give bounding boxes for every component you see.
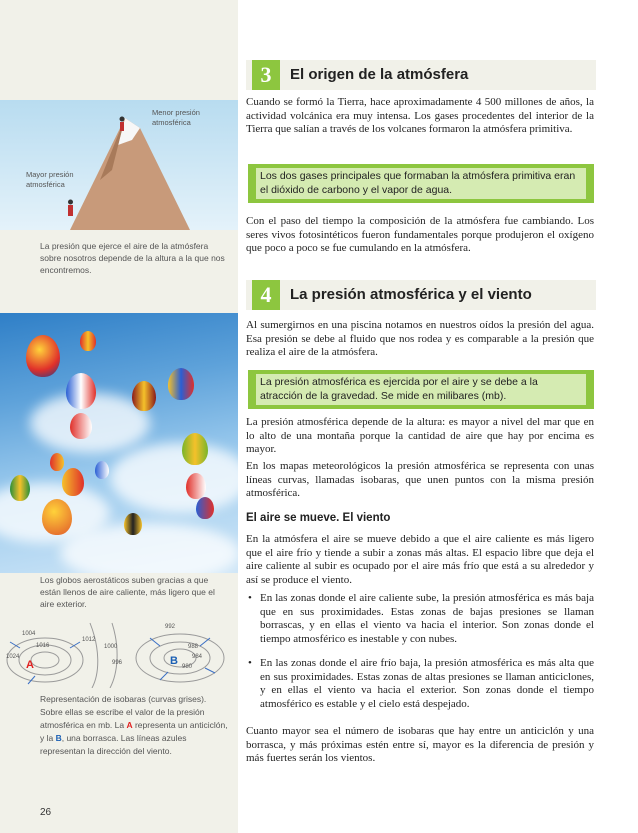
map-caption: Representación de isobaras (curvas grises). Sobre ellas se escribe el valor de la presión atmosférica en mb. La A representa un anticiclón, y la B, una borrasca. Las líneas azules representan la dirección del viento. [40,694,228,756]
mountain-caption: La presión que ejerce el aire de la atmósfera sobre nosotros depende de la altura a la que nos encontremos. [40,241,225,275]
section-4-header [246,280,596,310]
cyclone-letter: B [170,655,178,667]
s4-subheading: El aire se mueve. El viento [246,512,391,524]
low-pressure-label: Menor presión atmosférica [152,108,200,127]
isobar-label: 1016 [36,643,50,649]
s4-paragraph-5: Cuanto mayor sea el número de isobaras que hay entre un anticiclón y una borrasca, y más próximas estén entre sí, mayor es la diferencia de presión y más fuertes serán los vientos. [246,725,594,764]
isobar-label: 988 [188,644,199,650]
balloons-caption: Los globos aerostáticos suben gracias a que están llenos de aire caliente, más ligero que el aire exterior. [40,575,215,609]
isobar-label: 1000 [104,644,118,650]
s4-highlight-box: La presión atmosférica es ejercida por el aire y se debe a la atracción de la gravedad. Se mide en milibares (mb). [248,370,594,409]
isobar-label: 1004 [22,631,36,637]
balloons-photo [0,313,238,573]
isobar-label: 1024 [6,654,20,660]
s4-paragraph-2: La presión atmosférica depende de la altura: es mayor a nivel del mar que en lo alto de una montaña porque la cantidad de aire que hay por encima es mayor. [246,416,594,455]
bullet-dot: • [248,592,252,604]
list-item: • En las zonas donde el aire frío baja, la presión atmosférica es más alta que en sus proximidades. Estas zonas de altas presiones se llaman anticiclones, y en ellas el viento va hacia el exterior. Son zonas donde el tiempo atmosférico es estable y el cielo está despejado. [248,657,594,710]
section-title: El origen de la atmósfera [290,66,469,83]
isobar-label: 1012 [82,637,96,643]
section-title: La presión atmosférica y el viento [290,286,532,303]
section-3-header [246,60,596,90]
s3-paragraph-2: Con el paso del tiempo la composición de la atmósfera fue cambiando. Los seres vivos fotosintéticos fueron fundamentales porque produjeron el oxígeno que poco a poco se fue cumulando en la atmósfera. [246,215,594,254]
isobar-label: 996 [112,660,123,666]
isobar-label: 984 [192,654,203,660]
bullet-dot: • [248,657,252,669]
s4-paragraph-1: Al sumergirnos en una piscina notamos en nuestros oídos la presión del agua. Esa presión se debe al fluido que nos rodea y es comparable a la presión que realiza el aire de la atmósfera. [246,319,594,358]
section-number: 3 [252,60,280,90]
list-item: • En las zonas donde el aire caliente sube, la presión atmosférica es más baja que en sus proximidades. Estas zonas de bajas presiones se llaman borrascas, y en ellas el viento va hacia el interior. Son zonas donde el tiempo atmosférico es inestable y con nubes. [248,592,594,645]
isobar-map [0,618,238,688]
anticyclone-letter: A [26,659,34,671]
isobar-label: 992 [165,624,176,630]
section-number: 4 [252,280,280,310]
s3-highlight-box: Los dos gases principales que formaban la atmósfera primitiva eran el dióxido de carbono y el vapor de agua. [248,164,594,203]
s4-paragraph-3: En los mapas meteorológicos la presión atmosférica se representa con unas líneas curvas, llamadas isobaras, que unen puntos con la misma presión atmosférica. [246,460,594,499]
high-pressure-label: Mayor presión atmosférica [26,170,74,189]
isobar-label: 980 [182,664,193,670]
left-column [0,0,238,833]
page-number: 26 [40,807,52,818]
s4-paragraph-4: En la atmósfera el aire se mueve debido a que el aire caliente es más ligero que el aire frío y tiende a subir a zonas más altas. El espacio libre que deja el aire caliente al subir es ocupado por el aire más frío que está a su alrededor y así se produce el viento. [246,533,594,586]
s3-paragraph-1: Cuando se formó la Tierra, hace aproximadamente 4 500 millones de años, la actividad volcánica era muy intensa. Los gases procedentes del interior de la Tierra que salían a través de los volcanes formaron la atmósfera primitiva. [246,96,594,135]
